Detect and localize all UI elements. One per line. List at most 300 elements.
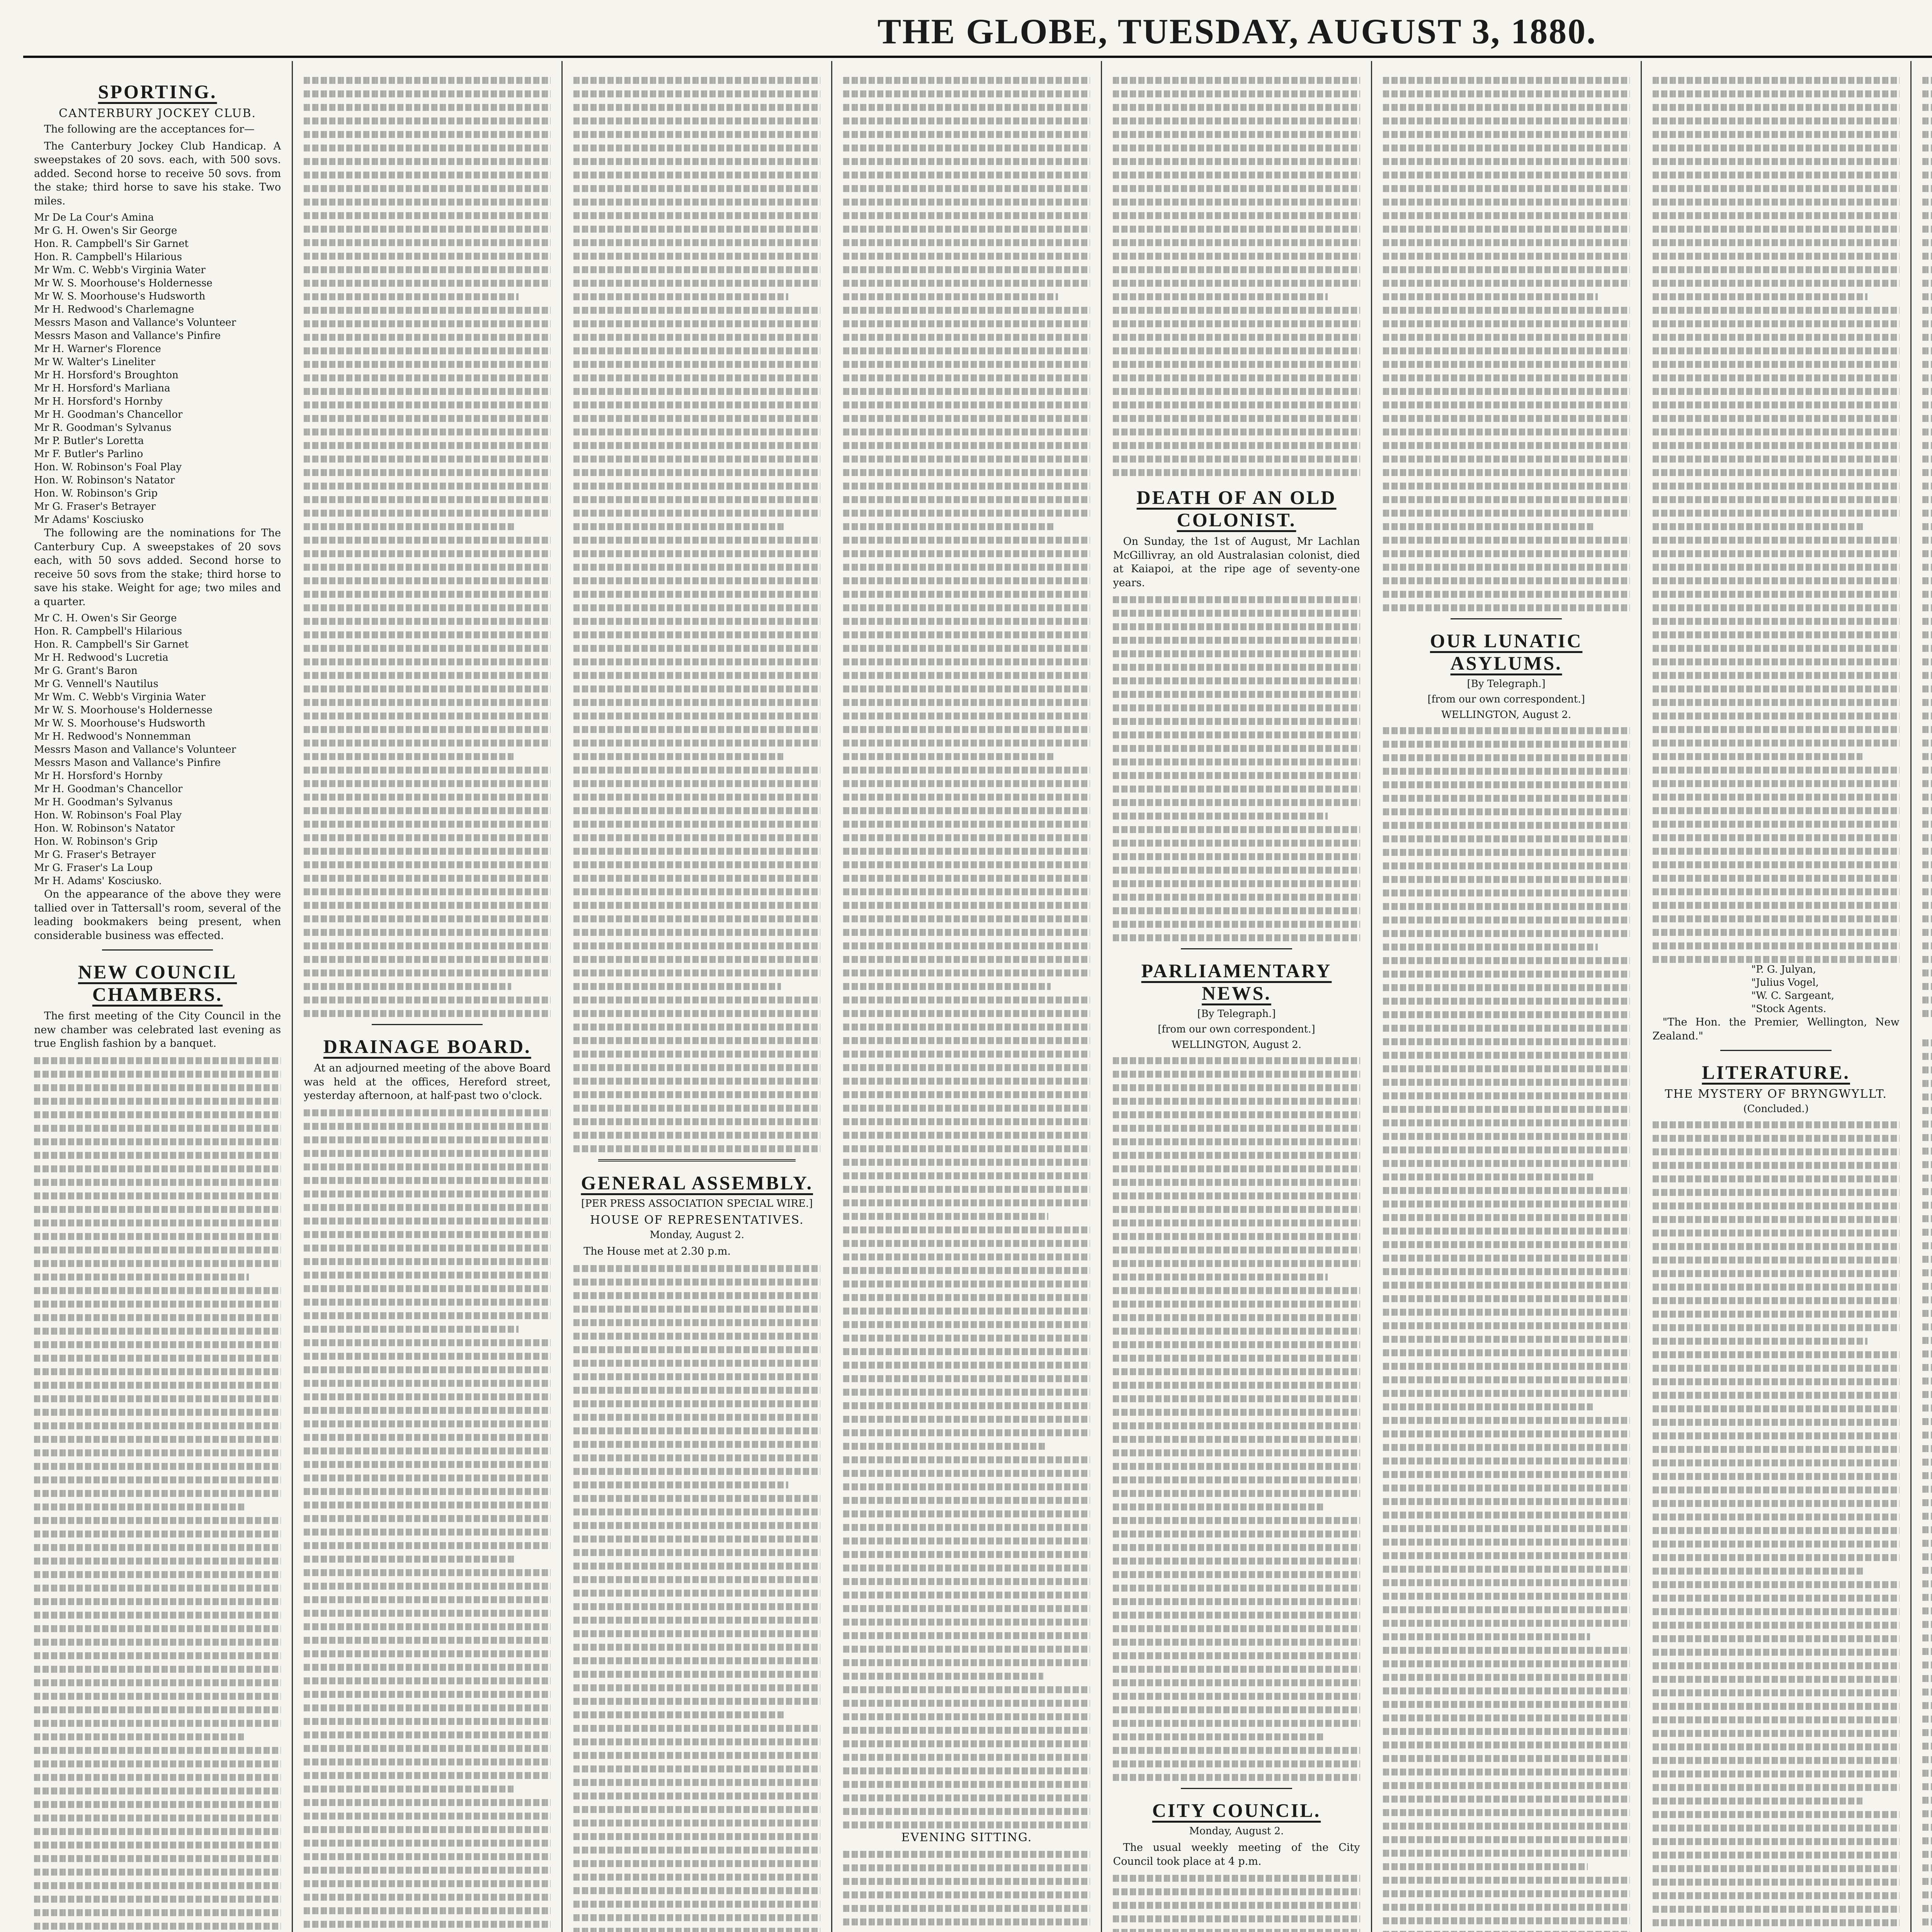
text-line	[1922, 1648, 1932, 1655]
text-line	[34, 1517, 281, 1524]
masthead	[23, 12, 1932, 58]
text-line	[34, 1409, 281, 1416]
text-line	[1113, 199, 1360, 206]
text-line	[1383, 239, 1630, 246]
text-line	[304, 1272, 551, 1279]
text-line	[304, 1677, 551, 1684]
text-line	[304, 483, 551, 490]
text-line	[1922, 1716, 1932, 1723]
text-line	[1113, 1152, 1360, 1159]
text-line	[34, 1625, 281, 1632]
text-line	[573, 997, 820, 1003]
text-line	[843, 997, 1090, 1003]
text-line	[304, 1312, 551, 1319]
text-line	[1113, 1179, 1360, 1186]
text-line	[34, 1219, 281, 1226]
text-line	[34, 1314, 281, 1321]
text-line	[573, 1793, 820, 1799]
column-2	[293, 61, 563, 1932]
text-line	[1383, 768, 1630, 775]
text-line	[1922, 1283, 1932, 1290]
article-body	[573, 1265, 820, 1932]
text-line	[1922, 1202, 1932, 1209]
text-line	[1113, 907, 1360, 914]
text-line	[1383, 1809, 1630, 1816]
text-line	[1113, 1679, 1360, 1686]
text-line	[1922, 1066, 1932, 1073]
text-line	[1383, 334, 1630, 341]
text-line	[1922, 1378, 1932, 1384]
text-line	[304, 131, 551, 138]
text-line	[1922, 1621, 1932, 1628]
text-line	[573, 1306, 820, 1313]
text-line	[34, 1639, 281, 1646]
literature-heading: LITERATURE.	[1702, 1061, 1850, 1083]
text-line	[573, 1874, 820, 1881]
entry: Mr G. H. Owen's Sir George	[34, 225, 177, 236]
assembly-heading: GENERAL ASSEMBLY.	[581, 1172, 813, 1194]
text-line	[304, 347, 551, 354]
text-line	[304, 293, 519, 300]
text-line	[34, 1679, 281, 1686]
text-line	[1113, 840, 1360, 847]
text-line	[843, 347, 1090, 354]
text-line	[843, 807, 1090, 814]
text-line	[1383, 117, 1630, 124]
text-line	[1922, 77, 1932, 84]
text-line	[1113, 1071, 1360, 1078]
text-line	[573, 334, 820, 341]
text-line	[304, 1907, 551, 1914]
text-line	[1383, 1173, 1595, 1180]
text-line	[1653, 875, 1900, 882]
text-line	[1653, 550, 1900, 557]
text-line	[1653, 740, 1900, 747]
text-line	[1113, 1301, 1360, 1308]
text-line	[1922, 1689, 1932, 1696]
text-line	[1653, 307, 1900, 314]
text-line	[1383, 172, 1630, 179]
text-line	[1653, 226, 1900, 233]
text-line	[34, 1287, 281, 1294]
text-line	[1922, 1161, 1932, 1168]
text-line	[843, 753, 1053, 760]
text-line	[304, 510, 551, 517]
text-line	[1383, 537, 1630, 544]
text-line	[304, 848, 551, 855]
text-line	[843, 1253, 1090, 1260]
text-line	[843, 537, 1090, 544]
text-line	[1653, 807, 1900, 814]
text-line	[573, 618, 820, 625]
entry: Mr H. Adams' Kosciusko.	[34, 875, 162, 887]
text-line	[1922, 1094, 1932, 1100]
text-line	[304, 1515, 551, 1522]
text-line	[573, 1806, 820, 1813]
city-council-lead: The usual weekly meeting of the City Council took place at 4 p.m.	[1113, 1842, 1360, 1867]
text-line	[1653, 1595, 1900, 1602]
text-line	[573, 1495, 820, 1502]
entry: Hon. R. Campbell's Sir Garnet	[34, 639, 189, 650]
text-line	[573, 631, 820, 638]
text-line	[1113, 786, 1360, 793]
text-line	[1653, 1148, 1900, 1155]
text-line	[1653, 848, 1900, 855]
text-line	[1922, 631, 1932, 638]
text-line	[1653, 266, 1900, 273]
text-line	[1922, 1526, 1932, 1533]
text-line	[843, 969, 1090, 976]
text-line	[1383, 1579, 1630, 1586]
text-line	[1383, 1295, 1630, 1302]
text-line	[573, 1820, 820, 1827]
text-line	[843, 456, 1090, 463]
text-line	[1922, 1675, 1932, 1682]
text-line	[304, 280, 551, 287]
text-line	[843, 1864, 1090, 1871]
text-line	[843, 1808, 1090, 1815]
text-line	[304, 726, 551, 733]
text-line	[1383, 1403, 1593, 1410]
text-line	[1113, 596, 1360, 603]
text-line	[304, 713, 551, 719]
text-line	[34, 1192, 281, 1199]
text-line	[1922, 510, 1932, 517]
text-line	[1653, 1230, 1900, 1236]
text-line	[1113, 1138, 1360, 1145]
text-line	[1383, 564, 1630, 571]
text-line	[1383, 1092, 1630, 1099]
text-line	[304, 1285, 551, 1292]
text-line	[1653, 618, 1900, 625]
text-line	[1113, 131, 1360, 138]
text-line	[1922, 848, 1932, 855]
text-line	[1653, 145, 1900, 151]
entry: Mr G. Grant's Baron	[34, 665, 138, 677]
text-line	[1922, 888, 1932, 895]
text-line	[843, 1172, 1090, 1179]
text-line	[304, 1569, 551, 1576]
text-line	[1653, 1459, 1900, 1466]
text-line	[1113, 1888, 1360, 1895]
text-line	[1922, 550, 1932, 557]
text-line	[304, 1353, 551, 1360]
text-line	[1653, 1270, 1900, 1277]
text-line	[573, 1010, 820, 1017]
text-line	[573, 1427, 820, 1434]
text-line	[1653, 1216, 1900, 1223]
text-line	[1922, 212, 1932, 219]
text-line	[304, 90, 551, 97]
text-line	[1922, 821, 1932, 828]
text-line	[304, 1664, 551, 1671]
text-line	[1922, 483, 1932, 490]
text-line	[1113, 1720, 1360, 1727]
text-line	[843, 821, 1090, 828]
text-line	[573, 929, 820, 936]
text-line	[1653, 90, 1900, 97]
text-line	[1922, 1432, 1932, 1439]
text-line	[843, 685, 1090, 692]
text-line	[573, 1725, 820, 1732]
text-line	[843, 631, 1090, 638]
text-line	[1922, 1918, 1932, 1925]
text-line	[304, 1623, 551, 1630]
drainage-lead: At an adjourned meeting of the above Board was held at the offices, Hereford street, yesterday afternoon, at half-past two o'clock.	[304, 1062, 551, 1102]
text-line	[1653, 821, 1900, 828]
text-line	[1653, 117, 1900, 124]
text-line	[1383, 1890, 1630, 1897]
text-line	[1653, 564, 1900, 571]
text-line	[1113, 1125, 1360, 1132]
text-line	[1383, 550, 1630, 557]
text-line	[1653, 334, 1900, 341]
text-line	[1383, 1444, 1630, 1451]
text-line	[304, 1799, 551, 1806]
text-line	[304, 1691, 551, 1698]
text-line	[304, 1745, 551, 1752]
entries2-list	[34, 612, 281, 888]
text-line	[1113, 1639, 1360, 1646]
text-line	[1383, 1525, 1630, 1532]
text-line	[1922, 997, 1932, 1003]
text-line	[843, 1267, 1090, 1274]
text-line	[1922, 253, 1932, 260]
text-line	[843, 645, 1090, 652]
text-line	[1113, 429, 1360, 435]
text-line	[1113, 253, 1360, 260]
text-line	[1922, 1148, 1932, 1155]
text-line	[1653, 1378, 1900, 1385]
text-line	[1383, 469, 1630, 476]
newspaper-title: THE GLOBE, TUESDAY, AUGUST 3, 1880.	[877, 12, 1597, 51]
text-line	[304, 1299, 551, 1306]
text-line	[1383, 835, 1630, 842]
text-line	[1922, 1513, 1932, 1520]
text-line	[1383, 1322, 1630, 1329]
text-line	[34, 1206, 281, 1213]
text-line	[1383, 1606, 1630, 1613]
text-line	[1653, 1392, 1900, 1399]
text-line	[573, 1414, 820, 1421]
text-line	[1113, 731, 1360, 738]
text-line	[1113, 623, 1360, 630]
text-line	[1922, 794, 1932, 801]
text-line	[304, 1529, 551, 1536]
text-line	[1922, 307, 1932, 314]
text-line	[1653, 1716, 1900, 1723]
council-heading: NEW COUNCIL CHAMBERS.	[78, 961, 237, 1005]
text-line	[1922, 442, 1932, 449]
text-line	[573, 604, 820, 611]
text-line	[573, 374, 820, 381]
text-line	[573, 1373, 820, 1380]
text-line	[1922, 1107, 1932, 1114]
text-line	[843, 618, 1090, 625]
text-line	[1113, 1436, 1360, 1443]
text-line	[1653, 1324, 1900, 1331]
text-line	[1653, 1703, 1900, 1710]
text-line	[304, 834, 551, 841]
entry: Mr H. Goodman's Chancellor	[34, 783, 183, 795]
text-line	[1113, 1274, 1328, 1281]
text-line	[843, 90, 1090, 97]
text-line	[843, 469, 1090, 476]
text-line	[1653, 1608, 1900, 1615]
text-line	[1383, 77, 1630, 84]
text-line	[1383, 253, 1630, 260]
text-line	[1653, 834, 1900, 841]
text-line	[1653, 1919, 1900, 1926]
text-line	[843, 401, 1090, 408]
text-line	[1922, 1080, 1932, 1087]
text-line	[843, 334, 1090, 341]
text-line	[304, 1542, 551, 1549]
text-line	[843, 266, 1090, 273]
entry: Mr H. Redwood's Charlemagne	[34, 304, 194, 315]
text-line	[573, 429, 820, 435]
text-line	[1383, 1160, 1630, 1167]
text-line	[1383, 591, 1630, 598]
entry: Mr F. Butler's Parlino	[34, 448, 143, 460]
text-line	[573, 185, 820, 192]
text-line	[573, 902, 820, 909]
text-line	[573, 1914, 820, 1921]
text-line	[304, 361, 551, 368]
nominations-text: The following are the nominations for The Canterbury Cup. A sweepstakes of 20 sovs each, with 50 sovs added. Second horse to receive 50 sovs from the stake; third horse to save his stake. Weight for age; two miles and a quarter.	[34, 527, 281, 608]
text-line	[1383, 415, 1630, 422]
parliamentary-dateline: WELLINGTON, August 2.	[1171, 1039, 1302, 1051]
text-line	[843, 185, 1090, 192]
text-line	[573, 1441, 820, 1448]
text-line	[1113, 1706, 1360, 1713]
text-line	[573, 77, 820, 84]
text-line	[1922, 1350, 1932, 1357]
text-line	[1653, 1473, 1900, 1480]
text-line	[1653, 1162, 1900, 1169]
article-body	[1922, 77, 1932, 1017]
text-line	[843, 1037, 1090, 1044]
text-line	[34, 1395, 281, 1402]
text-line	[1653, 794, 1900, 801]
text-line	[1383, 429, 1630, 435]
text-line	[1383, 510, 1630, 517]
text-line	[843, 1091, 1090, 1098]
text-line	[573, 1346, 820, 1353]
text-line	[573, 942, 820, 949]
text-line	[34, 1301, 281, 1308]
telegram-address: "The Hon. the Premier, Wellington, New Zealand."	[1652, 1016, 1900, 1042]
text-line	[1922, 429, 1932, 435]
text-line	[1922, 1256, 1932, 1263]
text-line	[843, 861, 1090, 868]
text-line	[304, 537, 551, 544]
text-line	[1922, 185, 1932, 192]
text-line	[1113, 1625, 1360, 1632]
text-line	[1113, 1875, 1360, 1882]
text-line	[573, 1901, 820, 1908]
text-line	[34, 1179, 281, 1186]
text-line	[1922, 956, 1932, 963]
text-line	[1383, 822, 1630, 829]
text-line	[34, 1490, 281, 1497]
text-line	[1113, 1382, 1360, 1389]
entry: Hon. W. Robinson's Natator	[34, 823, 175, 834]
text-line	[843, 1132, 1090, 1139]
text-line	[1383, 1376, 1630, 1383]
text-line	[1113, 104, 1360, 111]
text-line	[843, 672, 1090, 679]
text-line	[1653, 77, 1900, 84]
text-line	[843, 1565, 1090, 1571]
section-rule	[372, 1024, 483, 1025]
text-line	[304, 1772, 551, 1779]
text-line	[304, 658, 551, 665]
entry: Mr H. Warner's Florence	[34, 343, 161, 355]
text-line	[843, 307, 1090, 314]
sporting-subheading: CANTERBURY JOCKEY CLUB.	[59, 107, 257, 120]
text-line	[1653, 767, 1900, 774]
text-line	[1383, 388, 1630, 395]
text-line	[304, 794, 551, 801]
text-line	[1383, 266, 1630, 273]
entry: Hon. R. Campbell's Hilarious	[34, 251, 182, 263]
text-line	[1113, 610, 1360, 617]
entry: Mr P. Butler's Loretta	[34, 435, 144, 447]
text-line	[1383, 158, 1630, 165]
text-line	[1653, 158, 1900, 165]
text-line	[1922, 658, 1932, 665]
text-line	[1922, 942, 1932, 949]
text-line	[1922, 1053, 1932, 1060]
parliamentary-heading: PARLIAMENTARY NEWS.	[1141, 960, 1332, 1004]
text-line	[843, 1659, 1090, 1666]
text-line	[1383, 1336, 1630, 1343]
text-line	[1383, 1593, 1630, 1600]
text-line	[1653, 347, 1900, 354]
text-line	[1383, 401, 1630, 408]
text-line	[1653, 239, 1900, 246]
text-line	[573, 90, 820, 97]
text-line	[34, 1436, 281, 1443]
text-line	[304, 266, 551, 273]
text-line	[1922, 1364, 1932, 1371]
text-line	[304, 1894, 551, 1901]
text-line	[304, 1326, 519, 1333]
text-line	[304, 699, 551, 706]
text-line	[304, 969, 551, 976]
text-line	[1922, 1756, 1932, 1763]
text-line	[1113, 1463, 1360, 1470]
text-line	[573, 1105, 820, 1112]
text-line	[304, 1109, 551, 1116]
council-lead: The first meeting of the City Council in the new chamber was celebrated last evening as true English fashion by a banquet.	[34, 1010, 281, 1049]
text-line	[1383, 1282, 1630, 1289]
text-line	[1653, 1906, 1900, 1913]
text-line	[1653, 1500, 1900, 1507]
colonist-lead: On Sunday, the 1st of August, Mr Lachlan McGillivray, an old Australasian colonist, died at Kaiapoi, at the ripe age of seventy-one years.	[1113, 536, 1360, 589]
signature-line: "Stock Agents.	[1751, 1003, 1827, 1015]
text-line	[34, 1666, 281, 1673]
text-line	[573, 753, 783, 760]
text-line	[573, 1132, 820, 1139]
text-line	[1653, 1514, 1900, 1520]
text-line	[1383, 1917, 1630, 1924]
text-line	[1383, 1241, 1630, 1248]
text-line	[843, 1456, 1090, 1463]
text-line	[573, 172, 820, 179]
text-line	[1922, 1405, 1932, 1412]
